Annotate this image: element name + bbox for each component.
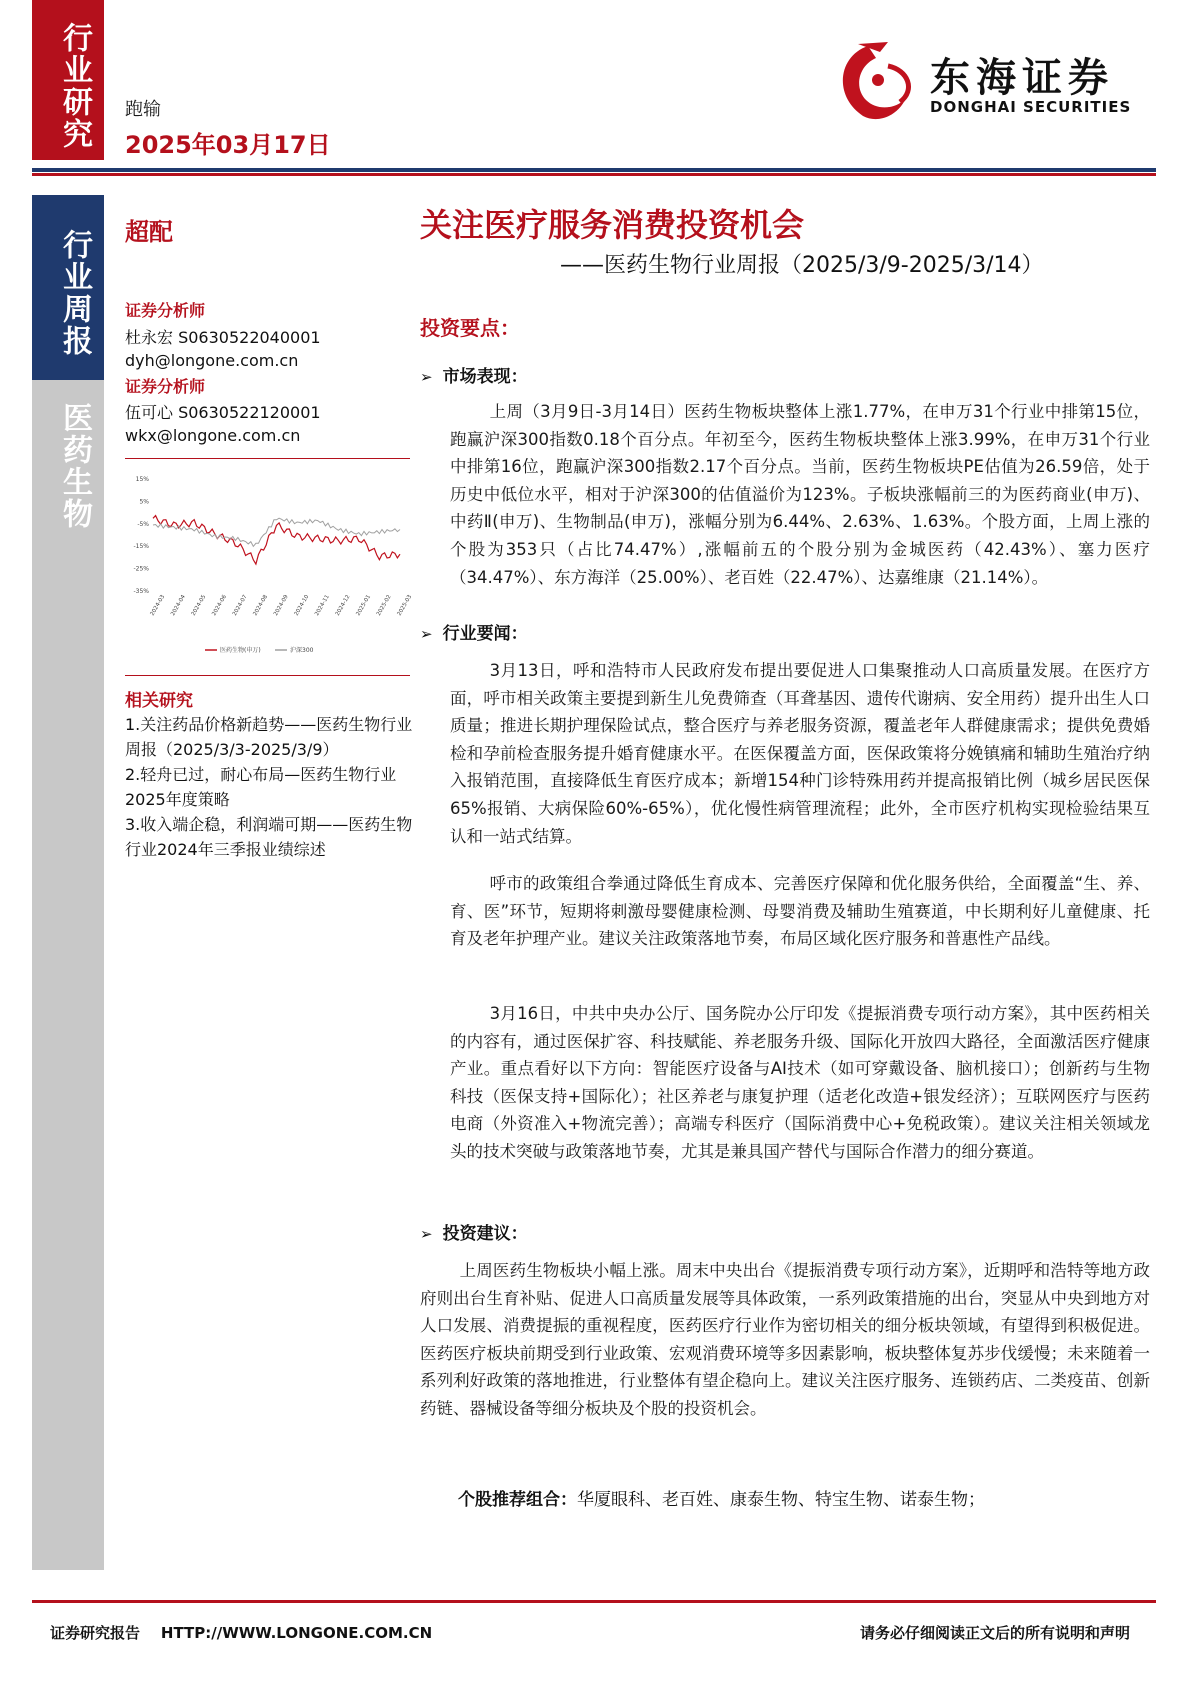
chart-rule — [125, 458, 410, 459]
header-rule-blue — [32, 168, 1156, 172]
report-type-label: 行业周报 — [57, 229, 92, 357]
analyst-email[interactable]: dyh@longone.com.cn — [125, 351, 299, 370]
sector-tab — [32, 380, 104, 1570]
x-tick-label: 2024-06 — [211, 594, 228, 617]
section-heading-text: 投资建议： — [442, 1224, 528, 1244]
analyst-label: 证券分析师 — [125, 301, 206, 320]
rating: 超配 — [125, 218, 173, 246]
y-tick-label: -15% — [133, 543, 149, 551]
index-performance-chart — [125, 470, 414, 665]
report-type-tab — [32, 195, 104, 380]
x-tick-label: 2024-05 — [190, 594, 208, 617]
section-heading — [420, 619, 528, 644]
key-points-title: 投资要点： — [420, 316, 520, 340]
series-line — [153, 518, 400, 546]
y-tick-label: -5% — [137, 520, 149, 528]
arrow-bullet-icon: ➢ — [420, 368, 433, 386]
analyst-name: 伍可心 S0630522120001 — [125, 403, 321, 422]
report-subtitle: ——医药生物行业周报（2025/3/9-2025/3/14） — [560, 253, 1044, 278]
related-research-list — [125, 712, 415, 862]
paragraph: 上周医药生物板块小幅上涨。周末中央出台《提振消费专项行动方案》，近期呼和浩特等地方政府则出台生育补贴、促进人口高质量发展等具体政策，一系列政策措施的出台，突显从中央到地方对人口发展、消费提振的重视程度，医药医疗行业作为密切相关的细分板块领域，有望得到积极促进。医药医疗板块前期受到行业政策、宏观消费环境等多因素影响，板块整体复苏步伐缓慢；未来随着一系列利好政策的落地推进，行业整体有望企稳向上。建议关注医疗服务、连锁药店、二类疫苗、创新药链、器械设备等细分板块及个股的投资机会。 — [420, 1261, 1150, 1418]
section-heading — [420, 362, 528, 387]
sector-verdict: 跑输 — [125, 99, 161, 120]
paragraph: 3月13日，呼和浩特市人民政府发布提出要促进人口集聚推动人口高质量发展。在医疗方面，呼市相关政策主要提到新生儿免费筛查（耳聋基因、遗传代谢病、安全用药）提升出生人口质量；推进长期护理保险试点，整合医疗与养老服务资源，覆盖老年人群健康需求；提供免费婚检和孕前检查服务提升婚育健康水平。在医保覆盖方面，医保政策将分娩镇痛和辅助生殖治疗纳入报销范围，直接降低生育医疗成本；新增154种门诊特殊用药并提高报销比例（城乡居民医保65%报销、大病保险60%-65%），优化慢性病管理流程；此外，全市医疗机构实现检验结果互认和一站式结算。 — [450, 661, 1150, 846]
x-tick-label: 2025-01 — [355, 594, 373, 617]
related-research-item[interactable]: 1.关注药品价格新趋势——医药生物行业周报（2025/3/3-2025/3/9） — [125, 715, 413, 759]
x-tick-label: 2024-12 — [334, 594, 352, 617]
y-tick-label: -35% — [133, 588, 149, 595]
analyst-name: 杜永宏 S0630522040001 — [125, 328, 321, 347]
x-tick-label: 2024-07 — [231, 594, 249, 617]
x-tick-label: 2024-10 — [293, 594, 311, 617]
paragraph: 呼市的政策组合拳通过降低生育成本、完善医疗保障和优化服务供给，全面覆盖“生、养、育、医”环节，短期将刺激母婴健康检测、母婴消费及辅助生殖赛道，中长期利好儿童健康、托育及老年护理产业。建议关注政策落地节奏，布局区域化医疗服务和普惠性产品线。 — [450, 874, 1150, 949]
paragraph: 上周（3月9日-3月14日）医药生物板块整体上涨1.77%，在申万31个行业中排第15位，跑赢沪深300指数0.18个百分点。年初至今，医药生物板块整体上涨3.99%，在申万31个行业中排第16位，跑赢沪深300指数2.17个百分点。当前，医药生物板块PE估值为26.59倍，处于历史中低位水平，相对于沪深300的估值溢价为123%。子板块涨幅前三的为医药商业(申万)、中药Ⅱ(申万)、生物制品(申万)，涨幅分别为6.44%、2.63%、1.63%。个股方面，上周上涨的个股为353只（占比74.47%）,涨幅前五的个股分别为金城医药（42.43%）、塞力医疗（34.47%）、东方海洋（25.00%）、老百姓（22.47%）、达嘉维康（21.14%）。 — [450, 402, 1150, 587]
research-tab — [32, 0, 104, 160]
analyst-label: 证券分析师 — [125, 377, 206, 396]
x-tick-label: 2024-03 — [149, 594, 167, 617]
report-date: 2025年03月17日 — [125, 131, 331, 159]
series-line — [153, 516, 400, 565]
related-research-title: 相关研究 — [125, 691, 193, 711]
x-tick-label: 2024-11 — [314, 594, 331, 617]
legend-label: 沪深300 — [290, 647, 314, 654]
footer-left[interactable]: 证券研究报告 HTTP://WWW.LONGONE.COM.CN — [50, 1624, 433, 1642]
related-research-item[interactable]: 2.轻舟已过，耐心布局—医药生物行业2025年度策略 — [125, 765, 397, 809]
x-tick-label: 2024-09 — [273, 594, 290, 617]
x-tick-label: 2024-08 — [252, 594, 270, 617]
research-tab-label: 行业研究 — [57, 22, 92, 150]
logo-text-cn: 东海证券 — [930, 54, 1114, 101]
y-tick-label: 5% — [139, 498, 149, 506]
report-title: 关注医疗服务消费投资机会 — [420, 206, 805, 244]
x-tick-label: 2025-02 — [375, 594, 393, 617]
stock-recommendations — [458, 1485, 985, 1510]
chart-rule — [125, 675, 410, 676]
arrow-bullet-icon: ➢ — [420, 1225, 433, 1243]
y-tick-label: 15% — [135, 476, 149, 483]
x-tick-label: 2025-03 — [396, 594, 414, 617]
logo-text-en: DONGHAI SECURITIES — [930, 98, 1132, 116]
section-heading — [420, 1219, 528, 1244]
related-research-item[interactable]: 3.收入端企稳，利润端可期——医药生物行业2024年三季报业绩综述 — [125, 815, 413, 859]
analyst-email[interactable]: wkx@longone.com.cn — [125, 426, 301, 445]
legend-label: 医药生物(申万) — [220, 647, 261, 654]
footer-rule — [32, 1600, 1156, 1603]
footer-disclaimer: 请务必仔细阅读正文后的所有说明和声明 — [860, 1624, 1131, 1642]
sector-tab-label: 医药生物 — [57, 402, 92, 530]
x-tick-label: 2024-04 — [170, 594, 187, 617]
paragraph: 3月16日，中共中央办公厅、国务院办公厅印发《提振消费专项行动方案》，其中医药相关的内容有，通过医保扩容、科技赋能、养老服务升级、国际化开放四大路径，全面激活医疗健康产业。重点看好以下方向：智能医疗设备与AI技术（如可穿戴设备、脑机接口）；创新药与生物科技（医保支持+国际化）；社区养老与康复护理（适老化改造+银发经济）；互联网医疗与医药电商（外资准入+物流完善）；高端专科医疗（国际消费中心+免税政策）。建议关注相关领域龙头的技术突破与政策落地节奏，尤其是兼具国产替代与国际合作潜力的细分赛道。 — [450, 1004, 1150, 1161]
section-heading-text: 行业要闻： — [442, 624, 528, 644]
arrow-bullet-icon: ➢ — [420, 625, 433, 643]
stock-recommendations-list: 华厦眼科、老百姓、康泰生物、特宝生物、诺泰生物； — [577, 1490, 985, 1510]
stock-recommendations-label: 个股推荐组合： — [458, 1490, 577, 1510]
section-heading-text: 市场表现： — [442, 367, 528, 387]
header-rule-red — [32, 173, 1156, 176]
y-tick-label: -25% — [133, 565, 149, 573]
